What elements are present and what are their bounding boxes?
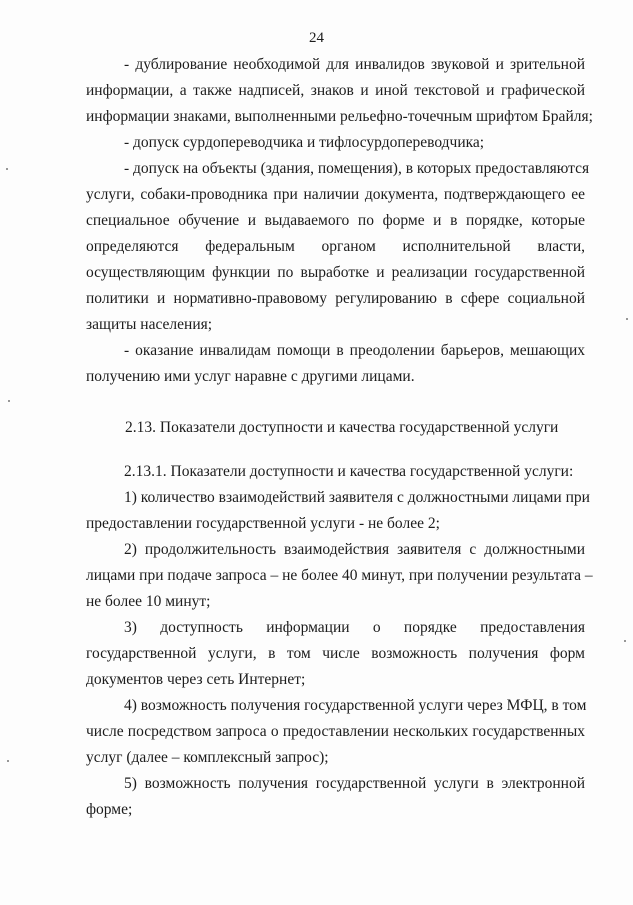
text-line: документов через сеть Интернет;	[86, 671, 306, 688]
text-line: 1) количество взаимодействий заявителя с должностными лицами при	[124, 489, 590, 506]
text-line: получению ими услуг наравне с другими лицами.	[86, 368, 415, 385]
text-line: государственной услуги, в том числе возможность получения форм	[86, 645, 585, 662]
scan-speck	[8, 400, 10, 402]
text-line: - дублирование необходимой для инвалидов звуковой и зрительной	[124, 56, 585, 73]
text-line: - оказание инвалидам помощи в преодолении барьеров, мешающих	[124, 342, 585, 359]
text-line: определяются федеральным органом исполнительной власти,	[86, 238, 585, 255]
scan-speck	[626, 318, 628, 320]
text-line: политики и нормативно-правовому регулированию в сфере социальной	[86, 290, 585, 307]
text-line: услуги, собаки-проводника при наличии документа, подтверждающего ее	[86, 186, 585, 203]
scan-speck	[7, 760, 9, 762]
text-line: не более 10 минут;	[86, 593, 211, 610]
text-line: предоставлении государственной услуги - не более 2;	[86, 515, 440, 532]
text-line: лицами при подаче запроса – не более 40 минут, при получении результата –	[86, 567, 593, 584]
text-line: 5) возможность получения государственной услуги в электронной	[124, 775, 585, 792]
paragraph-block-accessibility-measures	[86, 52, 593, 390]
page-number: 24	[309, 30, 324, 46]
text-line: 4) возможность получения государственной услуги через МФЦ, в том	[124, 697, 587, 714]
text-line: числе посредством запроса о предоставлении нескольких государственных	[86, 723, 585, 740]
text-line: защиты населения;	[86, 316, 213, 333]
section-heading: 2.13. Показатели доступности и качества государственной услуги	[125, 419, 559, 436]
scan-speck	[6, 168, 8, 170]
text-line: 3) доступность информации о порядке предоставления	[124, 619, 585, 636]
scan-speck	[624, 640, 626, 642]
text-line: информации знаками, выполненными рельефно-точечным шрифтом Брайля;	[86, 108, 593, 125]
text-line: 2) продолжительность взаимодействия заявителя с должностными	[124, 541, 585, 558]
text-line: - допуск сурдопереводчика и тифлосурдопереводчика;	[124, 134, 485, 151]
text-line: осуществляющим функции по выработке и реализации государственной	[86, 264, 585, 281]
text-line: информации, а также надписей, знаков и иной текстовой и графической	[86, 82, 585, 99]
text-line: 2.13.1. Показатели доступности и качества государственной услуги:	[124, 463, 574, 480]
text-line: форме;	[86, 801, 133, 818]
paragraph-block-indicators	[86, 459, 593, 823]
text-line: услуг (далее – комплексный запрос);	[86, 749, 329, 766]
text-line: - допуск на объекты (здания, помещения), в которых предоставляются	[124, 160, 590, 177]
text-line: специальное обучение и выдаваемого по форме и в порядке, которые	[86, 212, 585, 229]
